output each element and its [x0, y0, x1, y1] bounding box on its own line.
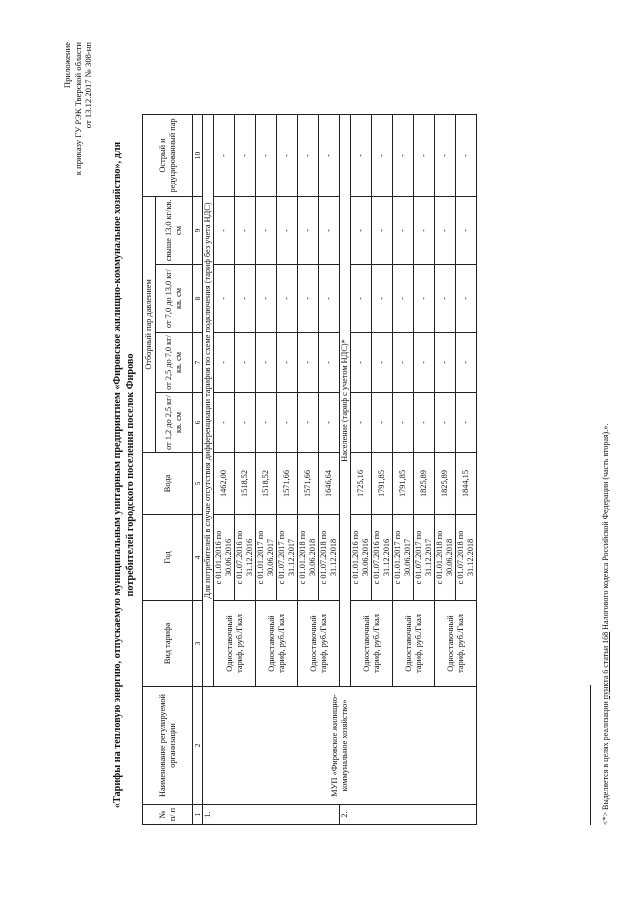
pressure-2-cell: - — [372, 333, 393, 393]
sharp-steam-cell: - — [214, 114, 235, 196]
water-cell: 1646,64 — [319, 453, 340, 515]
title-line-1: «Тарифы на тепловую энергию, отпускаемую муниципальным унитарным предприятием «Фировское жилищно-коммунальное хозяйство», для — [112, 141, 123, 809]
pressure-4-cell: - — [235, 196, 256, 264]
column-number: 5 — [193, 453, 203, 515]
tariff-kind: Одноставочный тариф, руб./Гкал — [214, 601, 256, 687]
footnote-link[interactable]: пункта 6 статьи 168 — [601, 631, 610, 700]
pressure-2-cell: - — [393, 333, 414, 393]
pressure-4-cell: - — [351, 196, 372, 264]
footnote-prefix: <*> Выделяется в целях реализации — [601, 699, 610, 825]
period-cell: с 01.01.2018 по 30.06.2018 — [435, 515, 456, 601]
period-cell: с 01.07.2018 по 31.12.2018 — [319, 515, 340, 601]
water-cell: 1571,66 — [277, 453, 298, 515]
pressure-2-cell: - — [351, 333, 372, 393]
header-num: № п/ п — [143, 805, 193, 825]
pressure-2-cell: - — [435, 333, 456, 393]
pressure-3-cell: - — [298, 265, 319, 333]
document-title — [112, 125, 137, 825]
pressure-3-cell: - — [319, 265, 340, 333]
tariff-kind: Одноставочный тариф, руб./Гкал — [435, 601, 477, 687]
pressure-1-cell: - — [414, 393, 435, 453]
sharp-steam-cell: - — [456, 114, 477, 196]
sharp-steam-cell: - — [277, 114, 298, 196]
pressure-4-cell: - — [435, 196, 456, 264]
water-cell: 1791,85 — [393, 453, 414, 515]
section-note: Население (тариф с учетом НДС)* — [340, 114, 351, 686]
section-number: 2. — [340, 805, 477, 825]
water-cell: 1518,52 — [235, 453, 256, 515]
header-water: Вода — [143, 453, 193, 515]
header-org: Наименование регулируемой организации — [143, 687, 193, 805]
pressure-1-cell: - — [214, 393, 235, 453]
appendix-line-1: Приложение — [62, 42, 72, 89]
pressure-4-cell: - — [214, 196, 235, 264]
pressure-3-cell: - — [372, 265, 393, 333]
column-number: 7 — [193, 333, 203, 393]
water-cell: 1462,00 — [214, 453, 235, 515]
header-pressure-1: от 1,2 до 2,5 кг/кв. см — [156, 393, 193, 453]
appendix-header — [62, 42, 94, 262]
pressure-1-cell: - — [456, 393, 477, 453]
footnote-suffix: Налогового кодекса Российской Федерации (часть вторая).». — [601, 423, 610, 632]
water-cell: 1725,16 — [351, 453, 372, 515]
pressure-3-cell: - — [414, 265, 435, 333]
footnote — [590, 105, 610, 825]
period-cell: с 01.07.2016 по 31.12.2016 — [372, 515, 393, 601]
pressure-3-cell: - — [214, 265, 235, 333]
sharp-steam-cell: - — [256, 114, 277, 196]
sharp-steam-cell: - — [393, 114, 414, 196]
period-cell: с 01.01.2016 по 30.06.2016 — [351, 515, 372, 601]
pressure-1-cell: - — [235, 393, 256, 453]
period-cell: с 01.01.2018 по 30.06.2018 — [298, 515, 319, 601]
header-year: Год — [143, 515, 193, 601]
column-number: 8 — [193, 265, 203, 333]
pressure-4-cell: - — [414, 196, 435, 264]
pressure-2-cell: - — [256, 333, 277, 393]
column-number: 10 — [193, 114, 203, 196]
pressure-1-cell: - — [351, 393, 372, 453]
pressure-1-cell: - — [393, 393, 414, 453]
pressure-1-cell: - — [256, 393, 277, 453]
pressure-2-cell: - — [298, 333, 319, 393]
sharp-steam-cell: - — [414, 114, 435, 196]
appendix-line-3: от 13.12.2017 № 308-нп — [83, 42, 93, 129]
column-number: 4 — [193, 515, 203, 601]
pressure-3-cell: - — [351, 265, 372, 333]
pressure-1-cell: - — [277, 393, 298, 453]
section-note: Для потребителей в случае отсутствия дифференциации тарифов по схеме подключения (тариф без учета НДС) — [203, 114, 214, 686]
section-number: 1. — [203, 805, 340, 825]
pressure-3-cell: - — [393, 265, 414, 333]
pressure-4-cell: - — [319, 196, 340, 264]
column-number-row — [193, 114, 203, 824]
pressure-4-cell: - — [372, 196, 393, 264]
title-line-2: потребителей городского поселения поселок Фирово — [124, 353, 136, 597]
water-cell: 1518,52 — [256, 453, 277, 515]
period-cell: с 01.07.2016 по 31.12.2016 — [235, 515, 256, 601]
tariff-kind: Одноставочный тариф, руб./Гкал — [298, 601, 340, 687]
period-cell: с 01.01.2017 по 30.06.2017 — [256, 515, 277, 601]
tariff-kind: Одноставочный тариф, руб./Гкал — [351, 601, 393, 687]
pressure-3-cell: - — [235, 265, 256, 333]
header-sharp-steam: Острый и редуцированный пар — [143, 114, 193, 196]
pressure-2-cell: - — [414, 333, 435, 393]
pressure-3-cell: - — [456, 265, 477, 333]
appendix-line-2: к приказу ГУ РЭК Тверской области — [72, 42, 83, 176]
period-cell: с 01.01.2017 по 30.06.2017 — [393, 515, 414, 601]
period-cell: с 01.07.2017 по 31.12.2017 — [277, 515, 298, 601]
water-cell: 1844,15 — [456, 453, 477, 515]
organization-name: МУП «Фировское жилищно-коммунальное хозяйство» — [203, 687, 477, 805]
water-cell: 1571,66 — [298, 453, 319, 515]
pressure-3-cell: - — [435, 265, 456, 333]
pressure-2-cell: - — [456, 333, 477, 393]
pressure-2-cell: - — [319, 333, 340, 393]
sharp-steam-cell: - — [298, 114, 319, 196]
column-number: 9 — [193, 196, 203, 264]
column-number: 6 — [193, 393, 203, 453]
pressure-2-cell: - — [235, 333, 256, 393]
water-cell: 1825,89 — [435, 453, 456, 515]
period-cell: с 01.07.2017 по 31.12.2017 — [414, 515, 435, 601]
period-cell: с 01.01.2016 по 30.06.2016 — [214, 515, 235, 601]
tariff-kind: Одноставочный тариф, руб./Гкал — [393, 601, 435, 687]
pressure-2-cell: - — [277, 333, 298, 393]
header-steam-group: Отборный пар давлением — [143, 196, 156, 452]
pressure-1-cell: - — [298, 393, 319, 453]
header-pressure-4: свыше 13,0 кг/кв. см — [156, 196, 193, 264]
sharp-steam-cell: - — [319, 114, 340, 196]
header-pressure-3: от 7,0 до 13,0 кг/кв. см — [156, 265, 193, 333]
sharp-steam-cell: - — [372, 114, 393, 196]
pressure-3-cell: - — [277, 265, 298, 333]
period-cell: с 01.07.2018 по 31.12.2018 — [456, 515, 477, 601]
column-number: 1 — [193, 805, 203, 825]
tariff-table — [142, 114, 477, 825]
column-number: 2 — [193, 687, 203, 805]
pressure-4-cell: - — [298, 196, 319, 264]
pressure-4-cell: - — [256, 196, 277, 264]
header-pressure-2: от 2,5 до 7,0 кг/кв. см — [156, 333, 193, 393]
tariff-kind: Одноставочный тариф, руб./Гкал — [256, 601, 298, 687]
footnote-separator — [590, 685, 591, 825]
column-number: 3 — [193, 601, 203, 687]
pressure-2-cell: - — [214, 333, 235, 393]
pressure-1-cell: - — [319, 393, 340, 453]
pressure-4-cell: - — [456, 196, 477, 264]
sharp-steam-cell: - — [435, 114, 456, 196]
pressure-3-cell: - — [256, 265, 277, 333]
pressure-1-cell: - — [372, 393, 393, 453]
water-cell: 1825,89 — [414, 453, 435, 515]
pressure-4-cell: - — [393, 196, 414, 264]
header-kind: Вид тарифа — [143, 601, 193, 687]
sharp-steam-cell: - — [351, 114, 372, 196]
pressure-4-cell: - — [277, 196, 298, 264]
section-note-row — [203, 114, 214, 824]
sharp-steam-cell: - — [235, 114, 256, 196]
water-cell: 1791,85 — [372, 453, 393, 515]
pressure-1-cell: - — [435, 393, 456, 453]
